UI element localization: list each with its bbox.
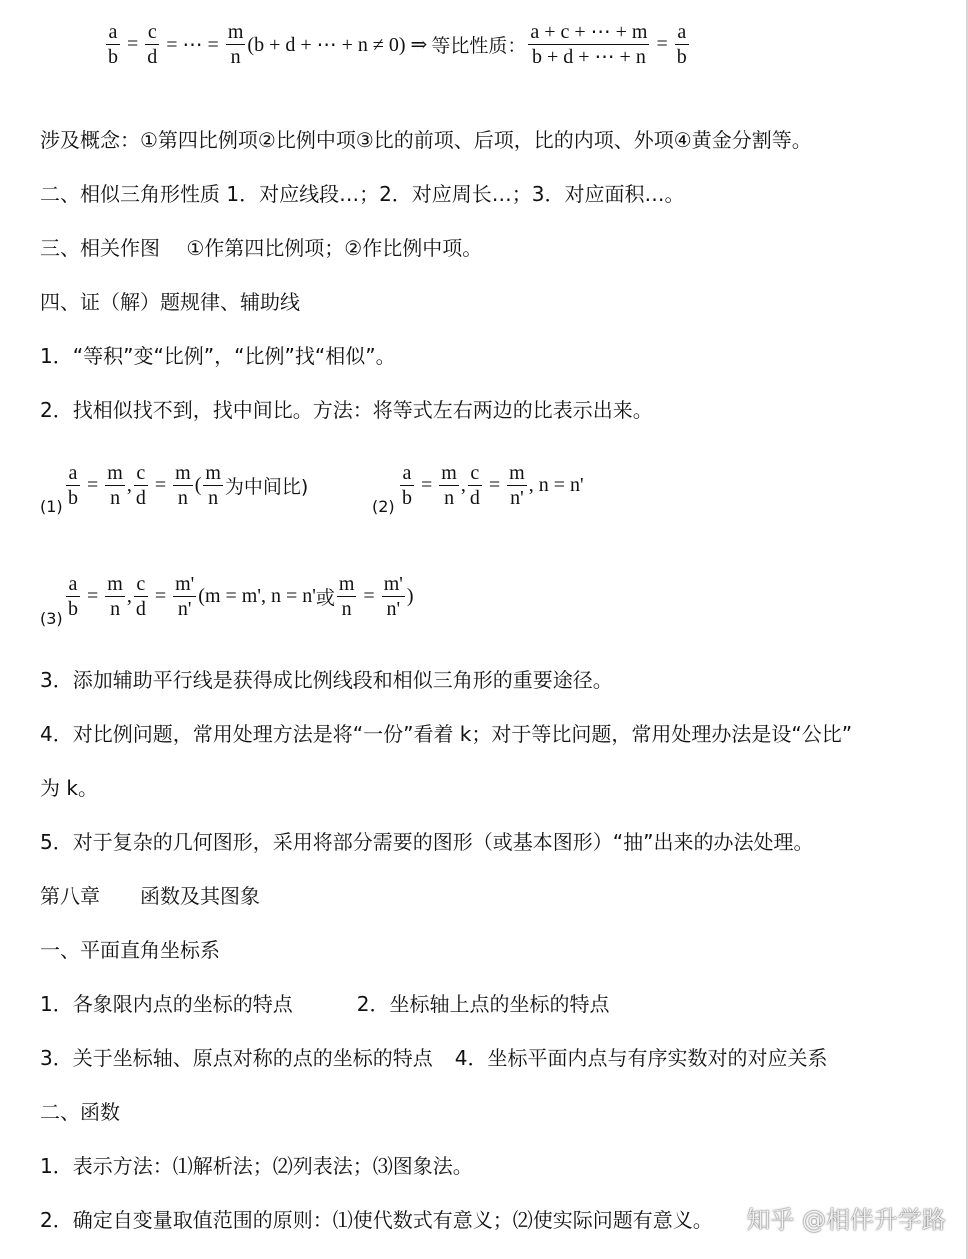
section-functions: 二、函数: [40, 1100, 120, 1124]
rule-4a: 4．对比例问题，常用处理方法是将“一份”看着 k；对于等比问题，常用处理办法是设“公比”: [40, 722, 853, 746]
section-coordinate-system: 一、平面直角坐标系: [40, 938, 220, 962]
chapter-8-title: 第八章 函数及其图象: [40, 884, 260, 908]
fraction-a-b: $\frac{a}{b}$: [108, 21, 118, 68]
case-1-formula: $\frac{a}{b}$ = $\frac{m}{n}$ , $\frac{c}{d}$ = $\frac{m}{n}$ ( $\frac{m}{n}$ 为中间比): [68, 462, 309, 509]
rule-3: 3．添加辅助平行线是获得成比例线段和相似三角形的重要途径。: [40, 668, 613, 692]
fraction-a-b-result: $\frac{a}{b}$: [676, 21, 687, 68]
case-3-formula: $\frac{a}{b}$ = $\frac{m}{n}$ , $\frac{c}{d}$ = $\frac{m'}{n'}$ (m = m', n = n' 或 $\frac{m}{n}$ = $\frac{m'}{n'}$ ): [68, 573, 414, 620]
section-similar-triangles: 二、相似三角形性质 1．对应线段…；2．对应周长…；3．对应面积…。: [40, 182, 685, 206]
rule-1: 1．“等积”变“比例”，“比例”找“相似”。: [40, 344, 396, 368]
concepts-line: 涉及概念：①第四比例项②比例中项③比的前项、后项，比的内项、外项④黄金分割等。: [40, 128, 812, 152]
case-3-mid: (m = m', n = n': [198, 585, 316, 607]
coordinate-item-2: 2．坐标轴上点的坐标的特点: [356, 992, 610, 1016]
rule-5: 5．对于复杂的几何图形，采用将部分需要的图形（或基本图形）“抽”出来的办法处理。: [40, 830, 814, 854]
coordinate-item-1: 1．各象限内点的坐标的特点: [40, 992, 293, 1016]
equal-ratio-formula: $\frac{a}{b}$ = $\frac{c}{d}$ = ⋯ = $\frac{m}{n}$ (b + d + ⋯ + n ≠ 0) ⇒ 等比性质： $\frac{a + c + \cdots + m}{b + d + \cdots + n}$ = $\frac{a}{b}$: [108, 21, 687, 68]
coordinate-items-row-2: [40, 1046, 827, 1070]
rule-2: 2．找相似找不到，找中间比。方法：将等式左右两边的比表示出来。: [40, 398, 653, 422]
ellipsis-equals: = ⋯ =: [166, 34, 219, 56]
fraction-sum: $\frac{a + c + \cdots + m}{b + d + \cdots + n}$: [530, 21, 648, 68]
formula-condition: (b + d + ⋯ + n ≠ 0) ⇒: [247, 34, 428, 56]
rule-4b: 为 k。: [40, 776, 98, 800]
coordinate-item-4: 4．坐标平面内点与有序实数对的对应关系: [454, 1046, 828, 1070]
case-2-tag: (2): [372, 497, 395, 516]
section-proof-rules: 四、证（解）题规律、辅助线: [40, 290, 300, 314]
fraction-c-d: $\frac{c}{d}$: [147, 21, 158, 68]
case-3-or: 或: [315, 587, 335, 609]
function-item-1: 1．表示方法：⑴解析法；⑵列表法；⑶图象法。: [40, 1154, 473, 1178]
case-3-tag: (3): [40, 609, 63, 628]
case-2-tail: , n = n': [528, 474, 584, 496]
coordinate-items-row-1: [40, 992, 609, 1016]
case-1-note: 为中间比): [224, 476, 309, 498]
zhihu-watermark: 知乎 @相伴升学路: [746, 1206, 946, 1234]
function-item-2: 2．确定自变量取值范围的原则：⑴使代数式有意义；⑵使实际问题有意义。: [40, 1208, 713, 1232]
section-constructions: 三、相关作图 ①作第四比例项；②作比例中项。: [40, 236, 483, 260]
fraction-m-n: $\frac{m}{n}$: [227, 21, 244, 68]
coordinate-item-3: 3．关于坐标轴、原点对称的点的坐标的特点: [40, 1046, 433, 1070]
formula-label: 等比性质：: [431, 35, 527, 57]
case-2-formula: $\frac{a}{b}$ = $\frac{m}{n}$ , $\frac{c}{d}$ = $\frac{m}{n'}$ , n = n': [402, 462, 584, 509]
case-1-tag: (1): [40, 497, 63, 516]
